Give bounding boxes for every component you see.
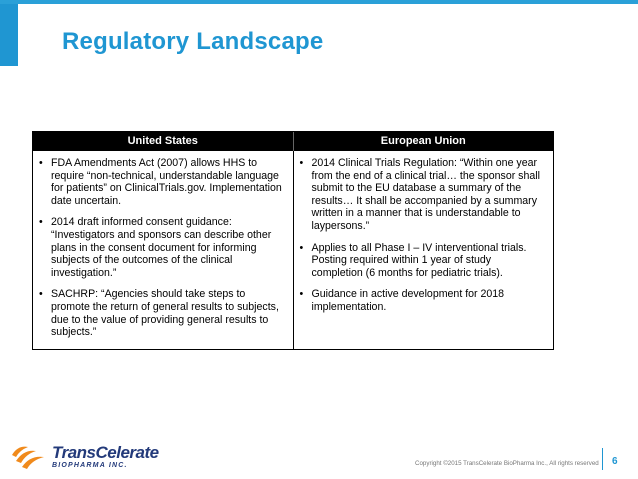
list-item: • 2014 draft informed consent guidance: “Investigators and sponsors can describe other plans in the consent document for informing subjects of the outcomes of the clinical investigation.”: [39, 216, 285, 279]
transcelerate-logo-icon: [10, 441, 50, 471]
eu-column: [293, 151, 554, 349]
title-accent-bar: [0, 4, 18, 66]
list-item: • 2014 Clinical Trials Regulation: “Within one year from the end of a clinical trial… the sponsor shall submit to the EU database a summary of the results… It shall be accompanied by a summary written in a manner that is understandable to laypersons.”: [300, 157, 546, 233]
page-number: 6: [612, 456, 618, 467]
list-item: • FDA Amendments Act (2007) allows HHS to require “non-technical, understandable language for patients” on ClinicalTrials.gov. Implementation date uncertain.: [39, 157, 285, 207]
list-item: • Applies to all Phase I – IV interventional trials. Posting required within 1 year of study completion (6 months for pediatric trials).: [300, 242, 546, 280]
us-column: [33, 151, 293, 349]
column-header-eu: European Union: [293, 132, 554, 151]
logo-wordmark: TransCelerate: [52, 443, 159, 462]
list-item: • Guidance in active development for 2018 implementation.: [300, 288, 546, 313]
logo-subtitle: BIOPHARMA INC.: [52, 462, 128, 469]
us-list: [39, 157, 285, 339]
regulatory-table: [32, 131, 554, 350]
company-logo: [10, 441, 159, 473]
list-item: • SACHRP: “Agencies should take steps to promote the return of general results to subjects, due to the value of providing general results to subjects.”: [39, 288, 285, 338]
column-header-us: United States: [127, 135, 198, 147]
table-header: [33, 132, 553, 151]
copyright-text: Copyright ©2015 TransCelerate BioPharma Inc., All rights reserved: [415, 460, 599, 467]
table-body: [33, 151, 553, 349]
top-accent-bar: [0, 0, 638, 4]
page-title: Regulatory Landscape: [62, 28, 324, 55]
eu-list: [300, 157, 546, 314]
footer-divider: [602, 448, 603, 470]
